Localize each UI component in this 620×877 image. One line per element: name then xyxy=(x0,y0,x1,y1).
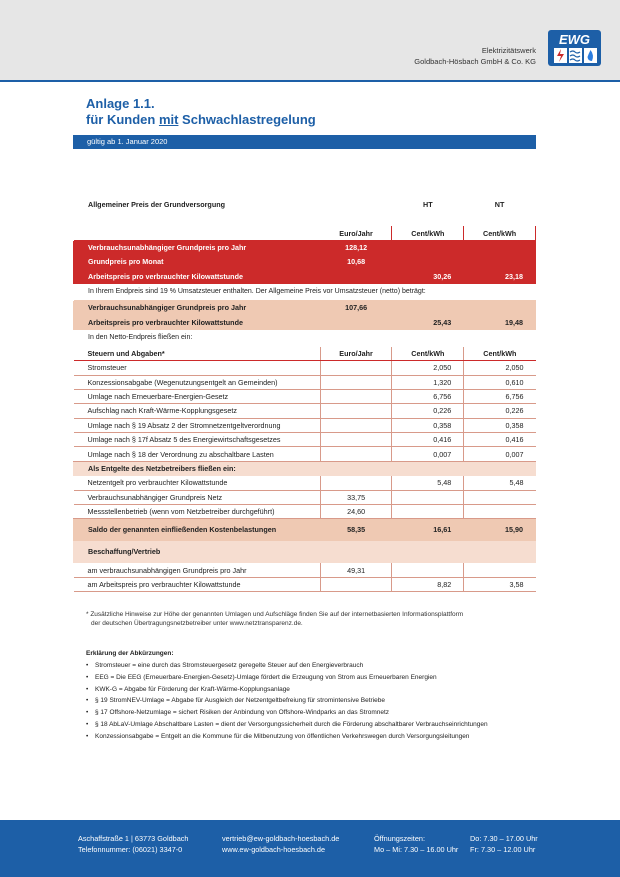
unit-ct-kwh-nt: Cent/kWh xyxy=(464,226,536,240)
footer-hours-right xyxy=(470,834,538,855)
table-row: Stromsteuer 2,050 2,050 xyxy=(74,361,536,375)
procurement-heading: Beschaffung/Vertrieb xyxy=(74,541,536,563)
page-title xyxy=(86,96,316,128)
table-row: Netzentgelt pro verbrauchter Kilowattstunde 5,48 5,48 xyxy=(74,476,536,490)
taxes-heading: Steuern und Abgaben* xyxy=(74,346,321,360)
table-row: Verbrauchsunabhängiger Grundpreis Netz 33,75 xyxy=(74,490,536,504)
list-item: • § 18 AbLaV-Umlage Abschaltbare Lasten = dient der Versorgungssicherheit durch die Förderung abschaltbarer Verbrauchseinrichtungen xyxy=(86,719,488,731)
procurement-heading-row xyxy=(74,541,536,563)
footer-hours-mo-mi: Mo – Mi: 7.30 – 16.00 Uhr xyxy=(374,844,459,854)
unit-euro-year: Euro/Jahr xyxy=(320,226,392,240)
header-divider xyxy=(0,80,620,82)
table-row: am verbrauchsunabhängigen Grundpreis pro Jahr 49,31 xyxy=(74,563,536,577)
footer-online xyxy=(222,834,339,855)
table-row: Grundpreis pro Monat 10,68 xyxy=(74,255,536,269)
table-row: Umlage nach § 19 Absatz 2 der Stromnetzentgeltverordnung 0,358 0,358 xyxy=(74,418,536,432)
logo-text: EWG xyxy=(558,32,591,47)
footer-hours-do: Do: 7.30 – 17.00 Uhr xyxy=(470,834,538,843)
abbreviations-list xyxy=(86,660,488,743)
company-line-1: Elektrizitätswerk xyxy=(481,46,536,55)
abbreviations-title: Erklärung der Abkürzungen: xyxy=(86,650,174,657)
taxes-header-row: Steuern und Abgaben* Euro/Jahr Cent/kWh Cent/kWh xyxy=(74,346,536,360)
footer-email[interactable]: vertrieb@ew-goldbach-hoesbach.de xyxy=(222,834,340,843)
table-row: Umlage nach § 18 der Verordnung zu abschaltbare Lasten 0,007 0,007 xyxy=(74,447,536,461)
footer-hours xyxy=(374,834,458,855)
ht-header: HT xyxy=(423,200,433,210)
table-row: Messstellenbetrieb (wenn vom Netzbetreiber durchgeführt) 24,60 xyxy=(74,505,536,519)
price-heading-row xyxy=(74,198,536,212)
table-row: Arbeitspreis pro verbrauchter Kilowattstunde 30,26 23,18 xyxy=(74,269,536,283)
footer-hours-title: Öffnungszeiten: xyxy=(374,834,425,843)
company-line-2: Goldbach-Hösbach GmbH & Co. KG xyxy=(414,57,536,66)
nt-header: NT xyxy=(494,200,505,210)
price-heading: Allgemeiner Preis der Grundversorgung xyxy=(88,200,225,210)
grid-heading: Als Entgelte des Netzbetreibers fließen ein: xyxy=(74,461,536,475)
ewg-logo xyxy=(548,30,601,66)
title-line-2: für Kunden mit Schwachlastregelung xyxy=(86,112,316,127)
net-note: In den Netto-Endpreis fließen ein: xyxy=(88,334,193,342)
table-row: Arbeitspreis pro verbrauchter Kilowattstunde 25,43 19,48 xyxy=(74,315,536,329)
list-item: • § 17 Offshore-Netzumlage = sichert Risiken der Anbindung von Offshore-Windparks an das Stromnetz xyxy=(86,707,488,719)
list-item: • Konzessionsabgabe = Entgelt an die Kommune für die Mitbenutzung von öffentlichen Verkehrswegen durch Versorgungsleitungen xyxy=(86,731,488,743)
list-item: • KWK-G = Abgabe für Förderung der Kraft-Wärme-Kopplungsanlage xyxy=(86,684,488,696)
footnote-line-1: * Zusätzliche Hinweise zur Höhe der genannten Umlagen und Aufschläge finden Sie auf der internetbasierten Informationsplattform xyxy=(86,611,464,618)
table-row: am Arbeitspreis pro verbrauchter Kilowattstunde 8,82 3,58 xyxy=(74,577,536,591)
list-item: • Stromsteuer = eine durch das Stromsteuergesetz geregelte Steuer auf den Energieverbrauch xyxy=(86,660,488,672)
table-row: Verbrauchsunabhängiger Grundpreis pro Jahr 107,66 xyxy=(74,300,536,314)
table-row: Umlage nach § 17f Absatz 5 des Energiewirtschaftsgesetzes 0,416 0,416 xyxy=(74,433,536,447)
company-name xyxy=(414,45,536,67)
list-item: • EEG = Die EEG (Erneuerbare-Energien-Gesetz)-Umlage fördert die Erzeugung von Strom aus Erneuerbaren Energien xyxy=(86,672,488,684)
net-note-row xyxy=(74,329,536,346)
grid-heading-row xyxy=(74,461,536,475)
footnote-line-2: der deutschen Übertragungsnetzbetreiber unter www.netztransparenz.de. xyxy=(91,619,303,627)
footer-contact xyxy=(78,834,188,855)
unit-ct-kwh-ht: Cent/kWh xyxy=(392,226,464,240)
unit-header-row xyxy=(74,226,536,240)
footer xyxy=(0,820,620,877)
list-item: • § 19 StromNEV-Umlage = Abgabe für Ausgleich der Netzentgeltbefreiung für stromintensive Betriebe xyxy=(86,695,488,707)
title-line-1: Anlage 1.1. xyxy=(86,96,155,111)
table-row: Konzessionsabgabe (Wegenutzungsentgelt an Gemeinden) 1,320 0,610 xyxy=(74,375,536,389)
price-table xyxy=(73,197,536,592)
sum-row: Saldo der genannten einfließenden Kostenbelastungen 58,35 16,61 15,90 xyxy=(74,519,536,541)
table-row: Umlage nach Erneuerbare-Energien-Gesetz 6,756 6,756 xyxy=(74,389,536,403)
header-band xyxy=(0,0,620,80)
sum-label: Saldo der genannten einfließenden Kostenbelastungen xyxy=(74,519,321,541)
footer-web[interactable]: www.ew-goldbach-hoesbach.de xyxy=(222,844,326,854)
table-row: Aufschlag nach Kraft-Wärme-Kopplungsgesetz 0,226 0,226 xyxy=(74,404,536,418)
vat-note: In Ihrem Endpreis sind 19 % Umsatzsteuer enthalten. Der Allgemeine Preis vor Umsatzsteuer (netto) beträgt: xyxy=(88,288,426,296)
validity-bar: gültig ab 1. Januar 2020 xyxy=(73,135,536,149)
footer-address: Aschaffstraße 1 | 63773 Goldbach xyxy=(78,834,189,843)
table-row: Verbrauchsunabhängiger Grundpreis pro Jahr 128,12 xyxy=(74,240,536,254)
footer-hours-fr: Fr: 7.30 – 12.00 Uhr xyxy=(470,844,536,854)
footnote xyxy=(86,611,526,628)
vat-note-row xyxy=(74,283,536,300)
footer-phone: Telefonnummer: (06021) 3347-0 xyxy=(78,844,183,854)
